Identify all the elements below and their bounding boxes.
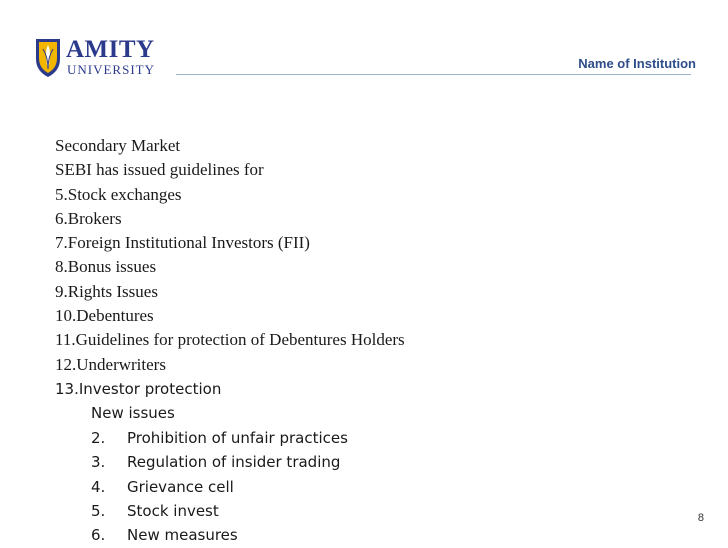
- investor-protection-heading: 13.Investor protection: [55, 379, 222, 398]
- sub-list-text: New measures: [127, 526, 238, 545]
- sub-list-item: [55, 499, 405, 523]
- list-item: 7.Foreign Institutional Investors (FII): [55, 233, 310, 253]
- list-item: 11.Guidelines for protection of Debentures Holders: [55, 330, 405, 350]
- amity-logo: [34, 37, 164, 81]
- list-item: 5.Stock exchanges: [55, 184, 182, 204]
- page-number: 8: [697, 512, 704, 524]
- sub-list-item: [55, 523, 405, 547]
- amity-crest-icon: [34, 37, 62, 79]
- list-item: 10.Debentures: [55, 306, 154, 326]
- header-divider: [176, 74, 691, 75]
- sub-list-item: New issues: [91, 404, 175, 423]
- institution-name: Name of Institution: [578, 56, 696, 71]
- sub-list-text: Prohibition of unfair practices: [127, 428, 348, 447]
- sub-list-item: [55, 450, 405, 474]
- sub-list-number: 2.: [91, 428, 106, 447]
- sub-list-text: Stock invest: [127, 502, 219, 520]
- sub-list-number: 4.: [91, 477, 106, 496]
- sub-list-item: [55, 475, 405, 499]
- sub-list-number: 6.: [91, 526, 106, 545]
- list-item: 12.Underwriters: [55, 354, 166, 374]
- list-item: 6.Brokers: [55, 208, 122, 228]
- brand-name: AMITY: [66, 36, 155, 63]
- sub-list-item: [55, 426, 405, 450]
- sub-list-text: Regulation of insider trading: [127, 453, 341, 472]
- list-item: 8.Bonus issues: [55, 257, 157, 277]
- body-line-sebi-guidelines: SEBI has issued guidelines for: [55, 160, 264, 180]
- body-line-secondary-market: Secondary Market: [55, 136, 181, 155]
- sub-list-number: 3.: [91, 453, 106, 472]
- list-item: 9.Rights Issues: [55, 281, 158, 301]
- sub-list-number: 5.: [91, 502, 106, 520]
- brand-subtitle: UNIVERSITY: [67, 62, 155, 77]
- slide-body: [55, 134, 405, 548]
- sub-list-text: Grievance cell: [127, 477, 234, 496]
